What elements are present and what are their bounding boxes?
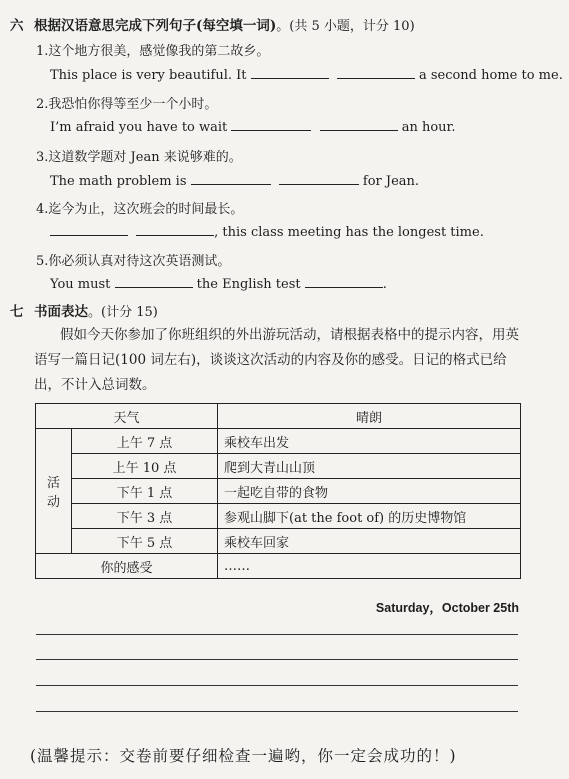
section-6-number: 六 bbox=[10, 18, 24, 34]
q4-text-a: , this class meeting has the longest time. bbox=[214, 225, 484, 240]
q3-chinese: 3.这道数学题对 Jean 来说够难的。 bbox=[36, 150, 242, 165]
q3-english bbox=[50, 172, 419, 189]
writing-line[interactable] bbox=[36, 685, 518, 686]
encouragement-tip: (温馨提示：交卷前要仔细检查一遍哟，你一定会成功的！) bbox=[30, 747, 457, 765]
section-6-heading bbox=[10, 14, 415, 34]
weather-row bbox=[36, 404, 521, 429]
table-row bbox=[36, 429, 521, 454]
writing-prompt bbox=[34, 323, 529, 398]
q5-text-c: . bbox=[382, 277, 387, 292]
section-7-note: 。(计分 15) bbox=[88, 305, 158, 320]
row-time: 上午 7 点 bbox=[72, 429, 218, 454]
table-row bbox=[36, 479, 521, 504]
writing-line[interactable] bbox=[36, 634, 518, 635]
section-6-note: 。(共 5 小题，计分 10) bbox=[276, 19, 415, 34]
q3-text-b: for Jean. bbox=[362, 174, 420, 189]
table-row bbox=[36, 504, 521, 529]
weather-value: 晴朗 bbox=[218, 404, 521, 429]
row-event: 乘校车回家 bbox=[218, 529, 521, 554]
q5-english bbox=[50, 275, 387, 292]
row-time: 下午 3 点 bbox=[72, 504, 218, 529]
section-7-number: 七 bbox=[10, 304, 24, 320]
q5-text-a: You must bbox=[50, 277, 111, 292]
q1-text-a: This place is very beautiful. It bbox=[50, 68, 247, 83]
table-row bbox=[36, 454, 521, 479]
q1-blank-1[interactable] bbox=[251, 66, 329, 79]
feeling-row bbox=[36, 554, 521, 579]
writing-line[interactable] bbox=[36, 659, 518, 660]
feeling-value: …… bbox=[218, 554, 521, 579]
writing-prompt-text: 假如今天你参加了你班组织的外出游玩活动，请根据表格中的提示内容，用英语写一篇日记(100 词左右)，谈谈这次活动的内容及你的感受。日记的格式已给出，不计入总词数。 bbox=[34, 327, 519, 393]
feeling-label: 你的感受 bbox=[36, 554, 218, 579]
row-time: 上午 10 点 bbox=[72, 454, 218, 479]
section-7-title: 书面表达 bbox=[34, 304, 88, 320]
q2-text-a: I’m afraid you have to wait bbox=[50, 120, 228, 135]
row-event: 爬到大青山山顶 bbox=[218, 454, 521, 479]
q1-english bbox=[50, 66, 563, 83]
q5-blank-1[interactable] bbox=[115, 275, 193, 288]
q4-blank-1[interactable] bbox=[50, 223, 128, 236]
q3-text-a: The math problem is bbox=[50, 174, 187, 189]
q5-chinese: 5.你必须认真对待这次英语测试。 bbox=[36, 254, 231, 269]
q1-blank-2[interactable] bbox=[337, 66, 415, 79]
row-time: 下午 5 点 bbox=[72, 529, 218, 554]
weather-label: 天气 bbox=[36, 404, 218, 429]
q2-chinese: 2.我恐怕你得等至少一个小时。 bbox=[36, 97, 218, 112]
row-time: 下午 1 点 bbox=[72, 479, 218, 504]
q4-english bbox=[50, 223, 484, 240]
table-row bbox=[36, 529, 521, 554]
row-event: 乘校车出发 bbox=[218, 429, 521, 454]
q2-english bbox=[50, 118, 455, 135]
q2-blank-2[interactable] bbox=[320, 118, 398, 131]
q1-text-b: a second home to me. bbox=[418, 68, 563, 83]
row-event: 一起吃自带的食物 bbox=[218, 479, 521, 504]
q1-chinese: 1.这个地方很美，感觉像我的第二故乡。 bbox=[36, 44, 270, 59]
writing-line[interactable] bbox=[36, 711, 518, 712]
section-7-heading bbox=[10, 300, 158, 320]
activity-label: 活动 bbox=[36, 429, 72, 554]
q3-blank-1[interactable] bbox=[191, 172, 271, 185]
diary-date: Saturday，October 25th bbox=[375, 601, 519, 615]
q5-blank-2[interactable] bbox=[305, 275, 383, 288]
activity-table bbox=[35, 403, 521, 579]
q3-blank-2[interactable] bbox=[279, 172, 359, 185]
q4-blank-2[interactable] bbox=[136, 223, 214, 236]
section-6-title: 根据汉语意思完成下列句子(每空填一词) bbox=[34, 18, 277, 34]
q2-blank-1[interactable] bbox=[231, 118, 311, 131]
q2-text-b: an hour. bbox=[401, 120, 456, 135]
q4-chinese: 4.迄今为止，这次班会的时间最长。 bbox=[36, 202, 244, 217]
q5-text-b: the English test bbox=[196, 277, 301, 292]
row-event: 参观山脚下(at the foot of) 的历史博物馆 bbox=[218, 504, 521, 529]
